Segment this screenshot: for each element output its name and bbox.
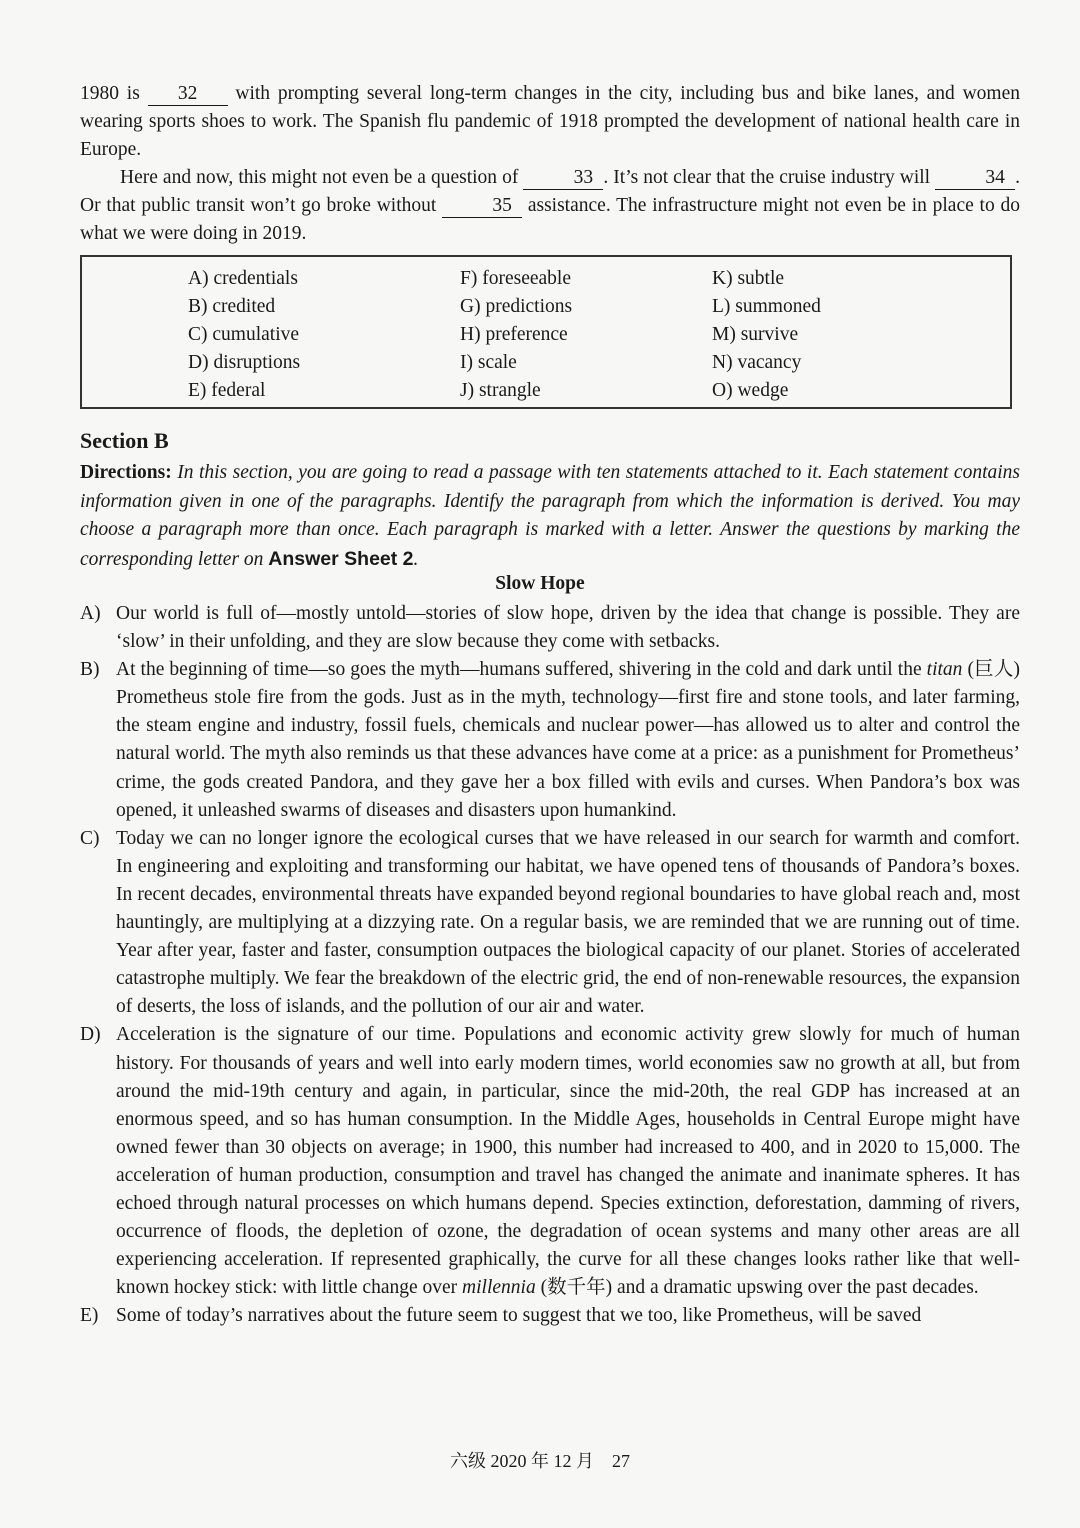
word-bank-box	[80, 255, 1012, 409]
word-option: E) federal	[188, 380, 266, 401]
word-option: N) vacancy	[712, 352, 802, 373]
word-option: K) subtle	[712, 268, 785, 289]
blank-32: 32	[148, 83, 228, 106]
paragraph-letter: A)	[80, 603, 101, 624]
word-option: B) credited	[188, 296, 276, 317]
word-option: I) scale	[460, 352, 517, 373]
paragraph-1980: 1980 is 32 with prompting several long-term changes in the city, including bus and bike lanes, and women wearing sports shoes to work. The Spanish flu pandemic of 1918 prompted the development of national health care in Europe.	[80, 83, 1020, 160]
word-option: J) strangle	[460, 380, 541, 401]
blank-35: 35	[442, 195, 522, 218]
word-bank-column-1	[188, 265, 300, 405]
directions-label: Directions:	[80, 462, 172, 483]
passage-title: Slow Hope	[495, 573, 585, 594]
blank-34: 34	[935, 167, 1015, 190]
paragraph-letter: C)	[80, 827, 100, 849]
answer-sheet-label: Answer Sheet 2	[268, 547, 414, 570]
paragraph-here-and-now: Here and now, this might not even be a question of 33 . It’s not clear that the cruise industry will 34 . Or that public transit won’t go broke without 35 assistance. The infrastructure might not even be in place to do what we were doing in 2019.	[80, 167, 1020, 244]
paragraph-e: E) Some of today’s narratives about the future seem to suggest that we too, like Prometheus, will be saved	[80, 1302, 1020, 1330]
word-bank-column-2	[460, 265, 572, 405]
word-option: M) survive	[712, 324, 799, 345]
paragraph-c: C) Today we can no longer ignore the ecological curses that we have released in our search for warmth and comfort. In engineering and exploiting and transforming our habitat, we have opened tens of thousands of Pandora’s boxes. In recent decades, environmental threats have expanded beyond regional boundaries to have global reach and, most hauntingly, are multiplying at a dizzying rate. On a regular basis, we are reminded that we are running out of time. Year after year, faster and faster, consumption outpaces the biological capacity of our planet. Stories of accelerated catastrophe multiply. We fear the breakdown of the electric grid, the end of non-renewable resources, the expansion of deserts, the loss of islands, and the pollution of our air and water.	[80, 825, 1020, 1022]
word-option: O) wedge	[712, 380, 789, 401]
word-option: D) disruptions	[188, 352, 301, 373]
paragraph-a: A) Our world is full of—mostly untold—stories of slow hope, driven by the idea that change is possible. They are ‘slow’ in their unfolding, and they are slow because they come with setbacks.	[80, 600, 1020, 656]
page-footer: 六级 2020 年 12 月 27	[450, 1451, 630, 1471]
paragraph-letter: E)	[80, 1305, 99, 1327]
passage-paragraphs	[80, 600, 1020, 1330]
word-bank-column-3	[712, 265, 821, 405]
word-option: C) cumulative	[188, 324, 300, 345]
passage-continuation	[80, 80, 1020, 248]
word-option: A) credentials	[188, 268, 298, 289]
paragraph-letter: D)	[80, 1024, 101, 1046]
paragraph-b: B) At the beginning of time—so goes the myth—humans suffered, shivering in the cold and dark until the titan (巨人) Prometheus stole fire from the gods. Just as in the myth, technology—first fire and stone tools, and later farming, the steam engine and industry, fossil fuels, chemicals and nuclear power—has allowed us to alter and control the natural world. The myth also reminds us that these advances have come at a price: as a punishment for Prometheus’ crime, the gods created Pandora, and they gave her a box filled with evils and curses. When Pandora’s box was opened, it unleashed swarms of diseases and disasters upon humankind.	[80, 656, 1020, 825]
paragraph-letter: B)	[80, 659, 100, 681]
word-option: L) summoned	[712, 296, 821, 317]
word-option: H) preference	[460, 324, 568, 345]
paragraph-d: D) Acceleration is the signature of our time. Populations and economic activity grew slowly for much of human history. For thousands of years and well into early modern times, world economies saw no growth at all, but from around the mid-19th century and again, in particular, since the mid-20th, the real GDP has increased at an enormous speed, and so has human consumption. In the Middle Ages, households in Central Europe might have owned fewer than 30 objects on average; in 1900, this number had increased to 400, and in 2020 to 15,000. The acceleration of human production, consumption and travel has changed the animate and inanimate spheres. It has echoed through natural processes on which humans depend. Species extinction, deforestation, damming of rivers, occurrence of floods, the depletion of ozone, the degradation of ocean systems and many other areas are all experiencing acceleration. If represented graphically, the curve for all these changes looks rather like that well-known hockey stick: with little change over millennia (数千年) and a dramatic upswing over the past decades.	[80, 1021, 1020, 1302]
directions: Directions: In this section, you are going to read a passage with ten statements attached to it. Each statement contains information given in one of the paragraphs. Identify the paragraph from which the information is derived. You may choose a paragraph more than once. Each paragraph is marked with a letter. Answer the questions by marking the corresponding letter on Answer Sheet 2.	[80, 462, 1020, 570]
word-option: F) foreseeable	[460, 268, 571, 289]
section-title: Section B	[80, 428, 169, 453]
word-option: G) predictions	[460, 296, 573, 317]
blank-33: 33	[523, 167, 603, 190]
